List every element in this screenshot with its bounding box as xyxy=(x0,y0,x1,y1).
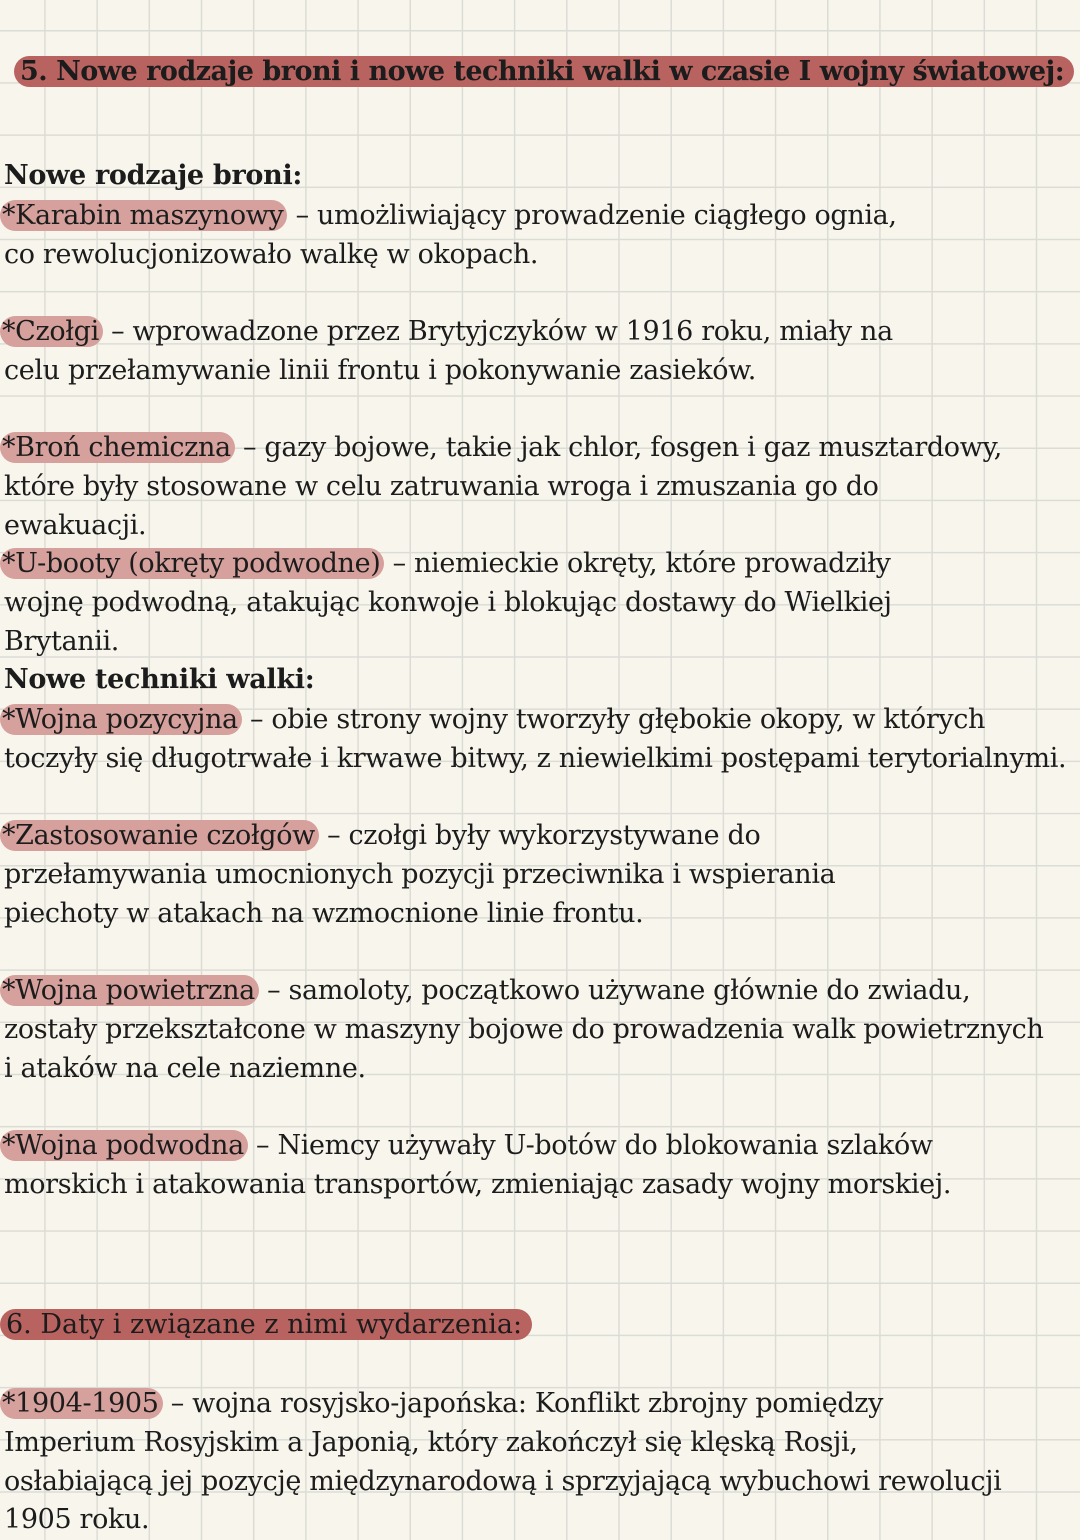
technique-description: – samoloty, początkowo używane głównie do zwiadu, zostały przekształcone w maszyny bojowe do prowadzenia walk powietrznych i ataków na cele naziemne. xyxy=(4,975,1044,1084)
techniques-heading: Nowe techniki walki: xyxy=(4,664,315,695)
technique-item xyxy=(4,701,1069,779)
event-date: *1904-1905 xyxy=(0,1388,163,1419)
weapon-description: – wprowadzone przez Brytyjczyków w 1916 roku, miały na celu przełamywanie linii frontu i pokonywanie zasieków. xyxy=(4,316,893,386)
event-item xyxy=(4,1385,1014,1540)
technique-term: *Wojna pozycyjna xyxy=(0,704,242,735)
technique-item xyxy=(4,972,1044,1088)
technique-description: – czołgi były wykorzystywane do przełamywania umocnionych pozycji przeciwnika i wspierania piechoty w atakach na wzmocnione linie frontu. xyxy=(4,820,836,929)
weapon-description: – gazy bojowe, takie jak chlor, fosgen i gaz musztardowy, które były stosowane w celu zatruwania wroga i zmuszania go do ewakuacji. xyxy=(4,432,1003,541)
weapon-item xyxy=(4,429,1004,545)
technique-item xyxy=(4,1127,964,1205)
weapon-term: *U-booty (okręty podwodne) xyxy=(0,548,384,579)
weapon-term: *Karabin maszynowy xyxy=(0,200,287,231)
weapon-item xyxy=(4,197,934,275)
section-5-title xyxy=(14,55,1074,89)
section-6-title-text: 6. Daty i związane z nimi wydarzenia: xyxy=(0,1309,532,1340)
weapon-description: – umożliwiający prowadzenie ciągłego ognia, co rewolucjonizowało walkę w okopach. xyxy=(4,200,897,270)
event-description: – wojna rosyjsko-japońska: Konflikt zbrojny pomiędzy Imperium Rosyjskim a Japonią, który zakończył się klęską Rosji, osłabiającą jej pozycję międzynarodową i sprzyjającą wybuchowi rewolucji 1905 roku. xyxy=(4,1388,1002,1536)
weapon-description: – niemieckie okręty, które prowadziły wojnę podwodną, atakując konwoje i blokując dostawy do Wielkiej Brytanii. xyxy=(4,548,892,657)
technique-term: *Wojna powietrzna xyxy=(0,975,259,1006)
technique-description: – Niemcy używały U-botów do blokowania szlaków morskich i atakowania transportów, zmieniając zasady wojny morskiej. xyxy=(4,1130,952,1200)
weapon-item xyxy=(4,313,924,391)
weapon-item xyxy=(4,545,964,661)
technique-term: *Wojna podwodna xyxy=(0,1130,248,1161)
weapons-heading: Nowe rodzaje broni: xyxy=(4,160,303,191)
section-6-title xyxy=(0,1308,532,1342)
section-5-title-text: 5. Nowe rodzaje broni i nowe techniki walki w czasie I wojny światowej: xyxy=(14,56,1074,87)
technique-term: *Zastosowanie czołgów xyxy=(0,820,319,851)
weapon-term: *Czołgi xyxy=(0,316,103,347)
technique-item xyxy=(4,817,954,933)
technique-description: – obie strony wojny tworzyły głębokie okopy, w których toczyły się długotrwałe i krwawe bitwy, z niewielkimi postępami terytorialnymi. xyxy=(4,704,1067,774)
weapon-term: *Broń chemiczna xyxy=(0,432,235,463)
